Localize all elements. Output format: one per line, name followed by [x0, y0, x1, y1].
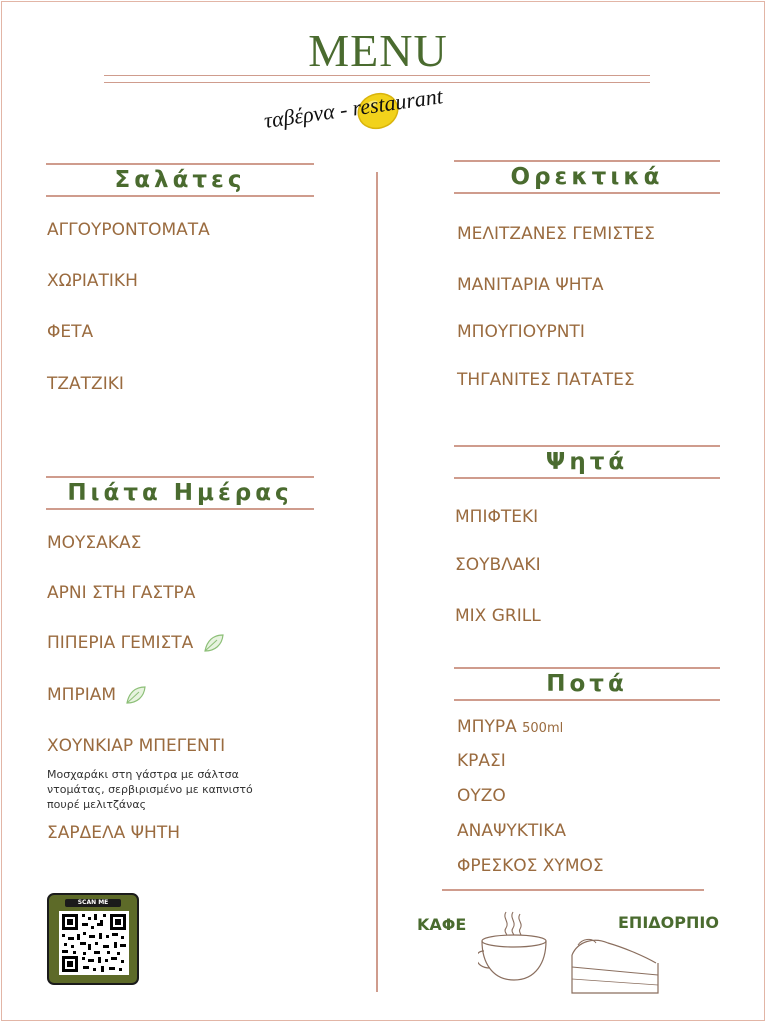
leaf-icon [125, 685, 147, 705]
menu-item-vegetarian [47, 685, 147, 705]
menu-item: ΚΡΑΣΙ [457, 751, 506, 771]
menu-item: ΧΩΡΙΑΤΙΚΗ [47, 271, 138, 291]
menu-item: ΤΖΑΤΖΙΚΙ [47, 374, 124, 394]
menu-item: ΤΗΓΑΝΙΤΕΣ ΠΑΤΑΤΕΣ [457, 370, 635, 390]
section-title-salads: Σαλάτες [46, 163, 314, 197]
qr-pattern [59, 911, 129, 975]
dish-description: Μοσχαράκι στη γάστρα με σάλτσα ντομάτας, σερβιρισμένο με καπνιστό πουρέ μελιτζάνας [47, 768, 253, 811]
menu-item: ΜΠΙΦΤΕΚΙ [455, 507, 539, 527]
menu-item: ΜΑΝΙΤΑΡΙΑ ΨΗΤΑ [457, 275, 604, 295]
menu-item: ΟΥΖΟ [457, 786, 506, 806]
menu-item-label: ΜΠΥΡΑ [457, 717, 517, 737]
page-border [1, 1, 765, 1021]
column-divider [376, 172, 378, 992]
menu-item: ΑΓΓΟΥΡΟΝΤΟΜΑΤΑ [47, 220, 210, 240]
beer-size: 500ml [522, 721, 564, 736]
menu-item-label: ΠΙΠΕΡΙΑ ΓΕΜΙΣΤΑ [47, 633, 194, 653]
menu-item: ΑΝΑΨΥΚΤΙΚΑ [457, 821, 567, 841]
qr-code-icon[interactable] [47, 893, 139, 985]
title-rule-bottom [104, 82, 650, 83]
section-title-appetizers: Ορεκτικά [454, 160, 720, 194]
menu-item-vegetarian [47, 633, 225, 653]
menu-item: ΦΕΤΑ [47, 322, 94, 342]
coffee-label: ΚΑΦΕ [417, 915, 467, 934]
menu-item: ΜΕΛΙΤΖΑΝΕΣ ΓΕΜΙΣΤΕΣ [457, 224, 655, 244]
section-title-drinks: Ποτά [454, 667, 720, 701]
menu-item: ΜΠΟΥΓΙΟΥΡΝΤΙ [457, 322, 585, 342]
leaf-icon [203, 633, 225, 653]
menu-item: ΧΟΥΝΚΙΑΡ ΜΠΕΓΕΝΤΙ [47, 736, 226, 756]
pie-slice-icon [566, 935, 664, 997]
menu-item: ΑΡΝΙ ΣΤΗ ΓΑΣΤΡΑ [47, 583, 196, 603]
dessert-label: ΕΠΙΔΟΡΠΙΟ [618, 913, 719, 932]
coffee-cup-icon [478, 910, 550, 986]
section-title-grill: Ψητά [454, 445, 720, 479]
menu-item: ΦΡΕΣΚΟΣ ΧΥΜΟΣ [457, 856, 604, 876]
section-title-daily: Πιάτα Ημέρας [46, 476, 314, 510]
menu-item: ΣΟΥΒΛΑΚΙ [455, 555, 541, 575]
menu-item-label: ΜΠΡΙΑΜ [47, 685, 117, 705]
menu-item: ΣΑΡΔΕΛΑ ΨΗΤΗ [47, 823, 180, 843]
tagline: ταβέρνα - restaurant [262, 83, 445, 134]
menu-title: MENU [308, 25, 448, 76]
menu-item-beer [457, 717, 563, 737]
bottom-rule [442, 889, 704, 891]
menu-item: ΜΟΥΣΑΚΑΣ [47, 533, 142, 553]
qr-label: SCAN ME [65, 899, 121, 907]
title-rule-top [104, 75, 650, 76]
menu-item: MIX GRILL [455, 606, 541, 626]
